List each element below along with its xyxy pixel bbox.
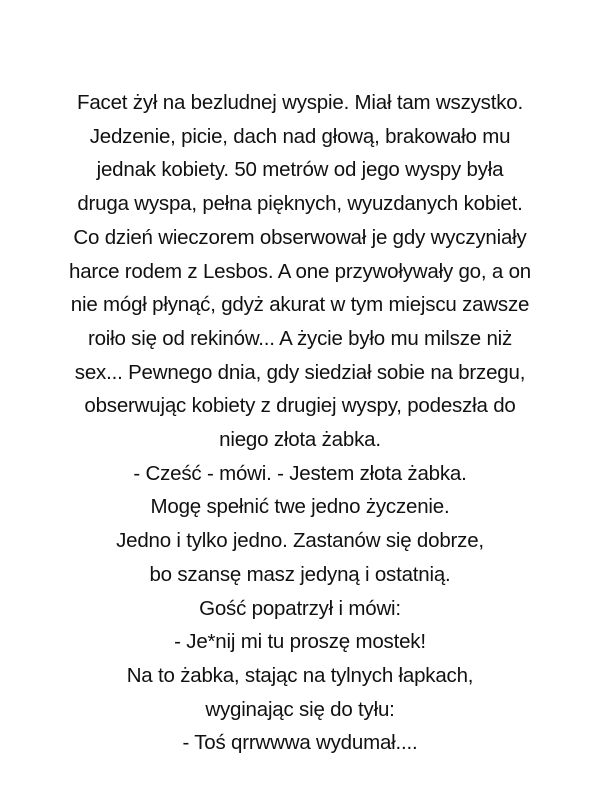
story-line-11: niego złota żabka.	[219, 428, 381, 452]
story-text	[0, 86, 600, 760]
story-line-18: Na to żabka, stając na tylnych łapkach,	[126, 663, 474, 687]
story-line-16: Gość popatrzył i mówi:	[199, 596, 401, 620]
story-line-7: nie mógł płynąć, gdyż akurat w tym miejscu zawsze	[70, 293, 530, 317]
story-line-15: bo szansę masz jedyną i ostatnią.	[149, 562, 451, 586]
story-line-17: - Je*nij mi tu proszę mostek!	[174, 630, 426, 654]
story-line-20: - Toś qrrwwwa wydumał....	[182, 731, 418, 755]
story-line-8: roiło się od rekinów... A życie było mu milsze niż	[87, 326, 513, 350]
story-line-19: wyginając się do tyłu:	[205, 697, 395, 721]
story-line-4: druga wyspa, pełna pięknych, wyuzdanych kobiet.	[77, 192, 523, 216]
story-line-12: - Cześć - mówi. - Jestem złota żabka.	[133, 461, 467, 485]
story-line-3: jednak kobiety. 50 metrów od jego wyspy była	[96, 158, 504, 182]
story-line-6: harce rodem z Lesbos. A one przywoływały go, a on	[69, 259, 531, 283]
story-line-2: Jedzenie, picie, dach nad głową, brakowało mu	[89, 124, 511, 148]
story-line-9: sex... Pewnego dnia, gdy siedział sobie na brzegu,	[74, 360, 526, 384]
story-line-13: Mogę spełnić twe jedno życzenie.	[150, 495, 450, 519]
story-line-1: Facet żył na bezludnej wyspie. Miał tam wszystko.	[77, 91, 523, 114]
story-line-10: obserwując kobiety z drugiej wyspy, podeszła do	[84, 394, 516, 418]
story-line-14: Jedno i tylko jedno. Zastanów się dobrze,	[116, 529, 484, 553]
story-line-5: Co dzień wieczorem obserwował je gdy wyczyniały	[73, 225, 527, 249]
